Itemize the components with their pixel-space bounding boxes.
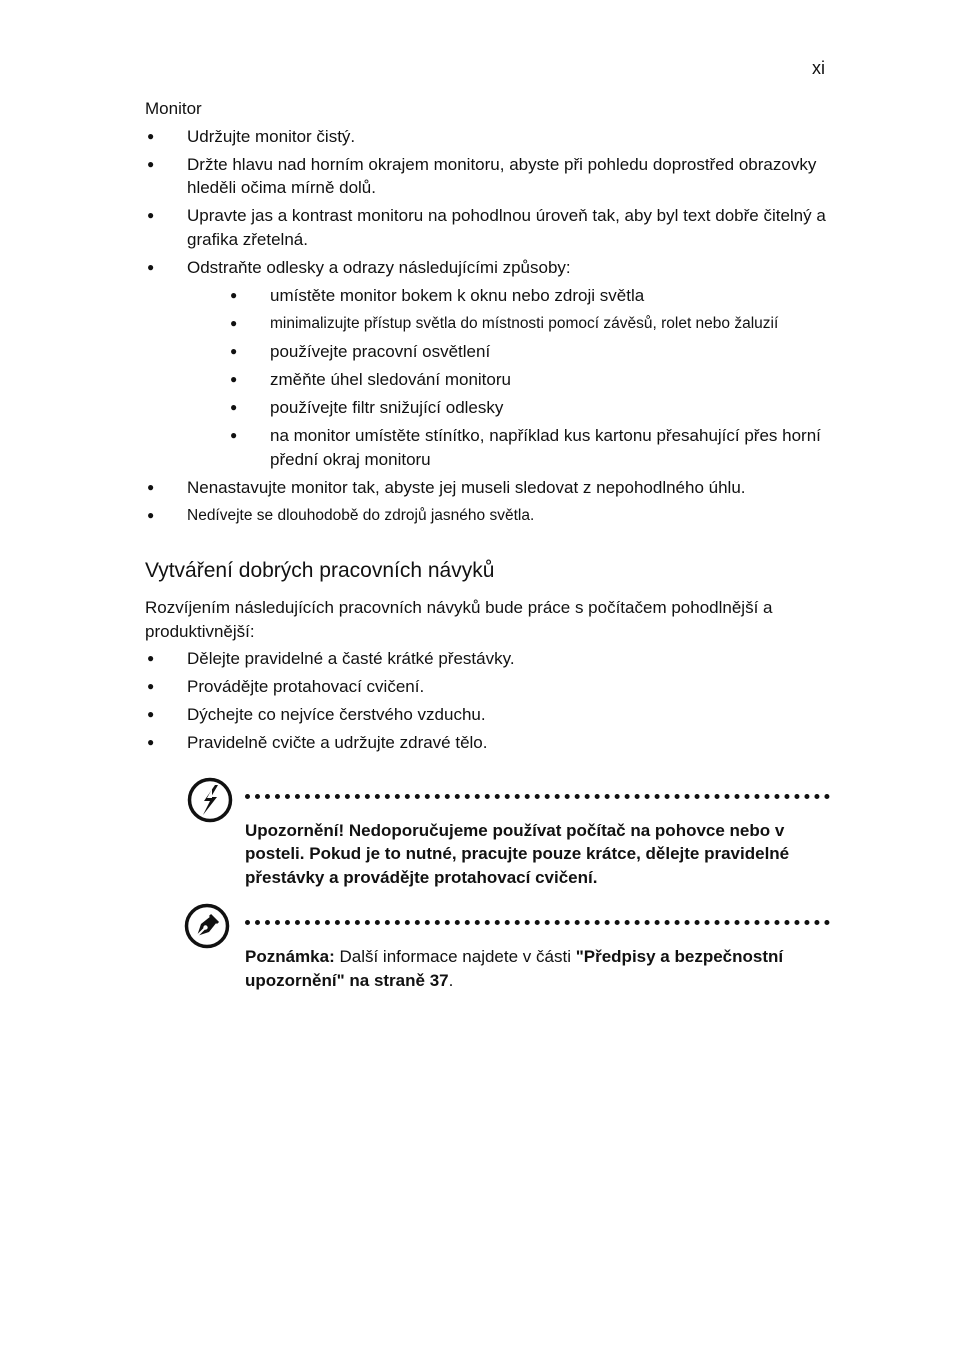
note-link[interactable]: "Předpisy a bezpečnostní upozornění" na straně 37 [245,947,784,990]
warning-text: Upozornění! Nedoporučujeme používat počítač na pohovce nebo v posteli. Pokud je to nutné, pracujte pouze krátce, dělejte pravidelné přestávky a provádějte protahovací cvičení. [245,820,790,887]
sub-list-item: ● umístěte monitor bokem k oknu nebo zdroji světla [187,284,835,308]
note-label: Poznámka: [245,947,335,966]
note-text-after: . [448,970,454,990]
sub-list-item: ● minimalizujte přístup světla do místnosti pomocí závěsů, rolet nebo žaluzií [187,312,835,336]
habits-list [145,647,835,755]
list-item-text: Odstraňte odlesky a odrazy následujícími způsoby: [187,257,571,277]
monitor-list [145,125,835,528]
list-item: ● Dělejte pravidelné a časté krátké přestávky. [145,647,835,671]
sub-list-item: ● na monitor umístěte stínítko, například kus kartonu přesahující přes horní přední okraj monitoru [187,424,835,471]
page-number: xi [812,58,825,78]
list-item: ● Pravidelně cvičte a udržujte zdravé tělo. [145,731,835,755]
lightning-warning-icon [187,777,233,823]
habits-intro: Rozvíjením následujících pracovních návyků bude práce s počítačem pohodlnější a produktivnější: [145,598,773,641]
sub-list-item: ● změňte úhel sledování monitoru [187,368,835,392]
note-text [245,945,835,992]
sub-list-item: ● používejte filtr snižující odlesky [187,396,835,420]
note-notice [187,903,835,992]
monitor-section-label: Monitor [145,99,202,118]
note-divider [245,920,830,925]
warning-divider [245,794,830,799]
list-item: ● Udržujte monitor čistý. [145,125,835,149]
warning-notice [187,777,835,890]
note-text-before: Další informace najdete v části [334,947,576,966]
page-content [145,97,835,992]
list-item: ● Provádějte protahovací cvičení. [145,675,835,699]
list-item: ● Dýchejte co nejvíce čerstvého vzduchu. [145,703,835,727]
list-item: ● Upravte jas a kontrast monitoru na pohodlnou úroveň tak, aby byl text dobře čitelný a grafika zřetelná. [145,204,835,251]
habits-heading: Vytváření dobrých pracovních návyků [145,559,495,582]
glare-sublist [187,284,835,471]
list-item [145,256,835,472]
sub-list-item: ● používejte pracovní osvětlení [187,340,835,364]
list-item: ● Nenastavujte monitor tak, abyste jej museli sledovat z nepohodlného úhlu. [145,476,835,500]
pen-note-icon [184,903,230,949]
list-item: ● Držte hlavu nad horním okrajem monitoru, abyste při pohledu doprostřed obrazovky hleděli očima mírně dolů. [145,153,835,200]
list-item: ● Nedívejte se dlouhodobě do zdrojů jasného světla. [145,504,835,528]
